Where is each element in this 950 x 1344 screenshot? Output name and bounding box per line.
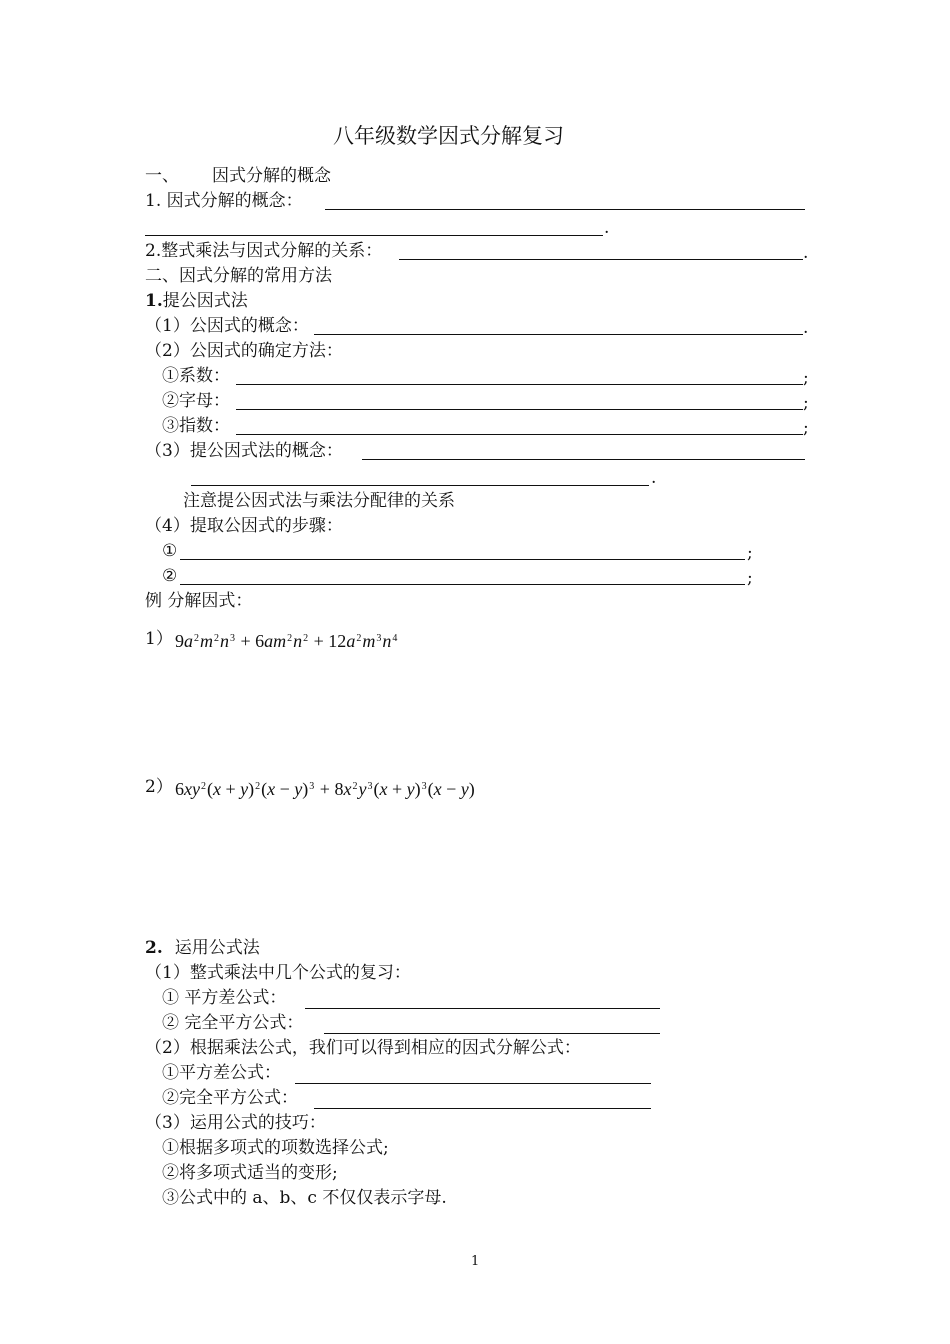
perfect-square-factor-label: ②完全平方公式： — [162, 1088, 298, 1108]
letter-semicolon: ; — [803, 393, 809, 413]
diff-squares-factor-blank[interactable] — [295, 1083, 651, 1084]
concept-period: . — [604, 218, 610, 238]
relation-label: 2.整式乘法与因式分解的关系： — [145, 241, 383, 261]
perfect-square-mult-blank[interactable] — [324, 1033, 660, 1034]
example-label: 例 分解因式： — [145, 591, 253, 611]
technique-2: ②将多项式适当的变形; — [162, 1163, 338, 1183]
distributive-note: 注意提公因式法与乘法分配律的关系 — [183, 491, 455, 511]
method-1-number: 1. — [145, 291, 163, 311]
step-1-marker: ① — [162, 541, 178, 561]
extraction-concept-blank-1[interactable] — [362, 459, 805, 460]
relation-period: . — [803, 243, 809, 263]
extraction-concept-blank-2[interactable] — [191, 485, 649, 486]
step-2-blank[interactable] — [180, 584, 745, 585]
coefficient-blank[interactable] — [236, 384, 803, 385]
section-1-number: 一、 — [145, 166, 179, 186]
exponent-semicolon: ; — [803, 418, 809, 438]
common-factor-concept-label: （1）公因式的概念： — [145, 316, 309, 336]
steps-label: （4）提取公因式的步骤： — [145, 516, 343, 536]
diff-squares-mult-label: ① 平方差公式： — [162, 988, 287, 1008]
perfect-square-mult-label: ② 完全平方公式： — [162, 1013, 304, 1033]
technique-3: ③公式中的 a、b、c 不仅仅表示字母. — [162, 1188, 447, 1208]
coefficient-label: ①系数： — [162, 366, 230, 386]
technique-1: ①根据多项式的项数选择公式; — [162, 1138, 389, 1158]
example-2-expression: $6xy^2(x + y)^2(x - y)^3 + 8x^2y^3(x + y)^3(x - y)$ — [175, 779, 475, 799]
letter-blank[interactable] — [236, 409, 803, 410]
method-2-title: 运用公式法 — [174, 938, 260, 958]
method-1-title: 提公因式法 — [162, 291, 248, 311]
extraction-concept-label: （3）提公因式法的概念： — [145, 441, 343, 461]
example-2-label: 2） — [145, 777, 173, 797]
example-1-expression: $9a^2m^2n^3 + 6am^2n^2 + 12a^2m^3n^4$ — [175, 631, 398, 651]
perfect-square-factor-blank[interactable] — [314, 1108, 651, 1109]
formula-review-label: （1）整式乘法中几个公式的复习： — [145, 963, 411, 983]
step-2-marker: ② — [162, 566, 178, 586]
coefficient-semicolon: ; — [803, 368, 809, 388]
section-2-heading: 二、因式分解的常用方法 — [145, 266, 332, 286]
relation-blank[interactable] — [399, 259, 803, 260]
factor-formula-label: （2）根据乘法公式，我们可以得到相应的因式分解公式： — [145, 1038, 581, 1058]
method-2-number: 2. — [145, 938, 163, 958]
section-1-heading: 因式分解的概念 — [212, 166, 331, 186]
page-title: 八年级数学因式分解复习 — [333, 124, 564, 148]
exponent-blank[interactable] — [236, 434, 803, 435]
method-2-heading — [145, 937, 260, 959]
techniques-label: （3）运用公式的技巧： — [145, 1113, 326, 1133]
extraction-concept-period: . — [651, 468, 657, 488]
page-number: 1 — [471, 1254, 480, 1269]
letter-label: ②字母： — [162, 391, 230, 411]
concept-label: 1. 因式分解的概念： — [145, 191, 303, 211]
common-factor-concept-blank[interactable] — [314, 334, 803, 335]
determine-method-label: （2）公因式的确定方法： — [145, 341, 343, 361]
diff-squares-factor-label: ①平方差公式： — [162, 1063, 281, 1083]
example-1-label: 1） — [145, 629, 173, 649]
concept-blank-2[interactable] — [145, 235, 603, 236]
step-2-semicolon: ; — [747, 568, 753, 588]
step-1-semicolon: ; — [747, 543, 753, 563]
exponent-label: ③指数： — [162, 416, 230, 436]
diff-squares-mult-blank[interactable] — [305, 1008, 660, 1009]
step-1-blank[interactable] — [180, 559, 745, 560]
common-factor-concept-period: . — [803, 318, 809, 338]
method-1-heading — [145, 290, 248, 312]
concept-blank-1[interactable] — [325, 209, 805, 210]
